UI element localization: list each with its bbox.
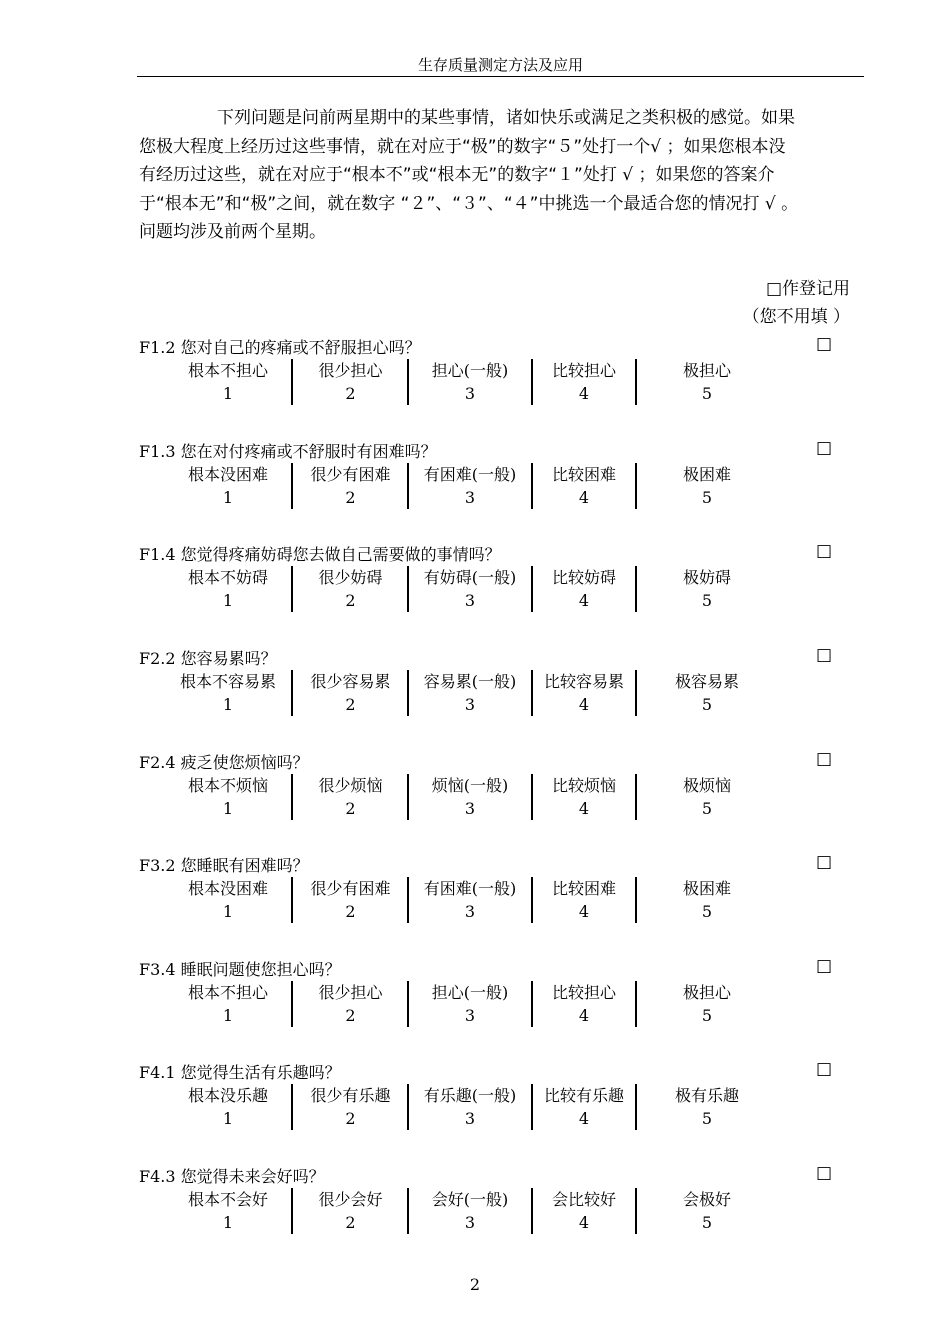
answer-option-number: 4 (578, 695, 590, 714)
answer-option-number: 5 (701, 1213, 713, 1232)
answer-option-label: 比较有乐趣 (543, 1086, 624, 1105)
answer-option-label: 很少烦恼 (318, 776, 383, 795)
answer-option-label: 比较容易累 (543, 672, 624, 691)
answer-option-number: 2 (345, 384, 356, 403)
option-divider (407, 463, 409, 509)
answer-option[interactable] (164, 877, 292, 923)
option-divider (531, 566, 533, 612)
answer-option-number: 4 (578, 384, 590, 403)
question-item (139, 439, 859, 519)
option-divider (635, 1188, 637, 1234)
option-divider (531, 359, 533, 405)
question-item (139, 335, 859, 415)
answer-option-number: 1 (222, 1213, 234, 1232)
registration-note (730, 275, 850, 331)
question-text: F1.4 您觉得疼痛妨碍您去做自己需要做的事情吗？ (139, 545, 501, 564)
answer-option-label: 极困难 (682, 879, 731, 898)
answer-option-number: 2 (345, 1213, 356, 1232)
answer-option-label: 很少容易累 (310, 672, 391, 691)
option-divider (407, 1084, 409, 1130)
answer-option[interactable] (164, 359, 292, 405)
answer-option[interactable] (294, 774, 407, 820)
answer-option-label: 根本不担心 (187, 983, 268, 1002)
answer-option[interactable] (637, 877, 777, 923)
answer-option-number: 2 (345, 488, 356, 507)
option-divider (531, 774, 533, 820)
question-text: F3.2 您睡眠有困难吗？ (139, 856, 309, 875)
option-divider (635, 774, 637, 820)
answer-option[interactable] (164, 670, 292, 716)
answer-option-label: 很少会好 (318, 1190, 383, 1209)
option-divider (531, 670, 533, 716)
option-divider (291, 981, 293, 1027)
answer-option-label: 比较妨碍 (551, 568, 616, 587)
answer-option[interactable] (164, 981, 292, 1027)
answer-option-label: 很少有困难 (310, 879, 391, 898)
answer-option-label: 有妨碍(一般) (423, 568, 517, 587)
answer-option[interactable] (409, 1084, 531, 1130)
answer-option-label: 根本不妨碍 (187, 568, 268, 587)
answer-option[interactable] (294, 1188, 407, 1234)
answer-option-label: 烦恼(一般) (431, 776, 509, 795)
answer-option-label: 极妨碍 (682, 568, 731, 587)
answer-option[interactable] (637, 1084, 777, 1130)
answer-option-number: 2 (345, 695, 356, 714)
answer-option-number: 3 (464, 1213, 476, 1232)
answer-option-number: 1 (222, 1006, 234, 1025)
answer-option[interactable] (409, 1188, 531, 1234)
answer-option[interactable] (409, 463, 531, 509)
option-divider (407, 670, 409, 716)
answer-option[interactable] (533, 877, 635, 923)
answer-option-number: 3 (464, 384, 476, 403)
answer-option-number: 5 (701, 384, 713, 403)
answer-option[interactable] (164, 1084, 292, 1130)
answer-option[interactable] (294, 981, 407, 1027)
answer-option-number: 3 (464, 695, 476, 714)
question-item (139, 1164, 859, 1244)
answer-option-label: 根本不容易累 (179, 672, 276, 691)
answer-option[interactable] (294, 1084, 407, 1130)
question-text: F1.3 您在对付疼痛或不舒服时有困难吗？ (139, 442, 437, 461)
registration-label: □作登记用 (765, 279, 850, 299)
question-text: F4.3 您觉得未来会好吗？ (139, 1167, 325, 1186)
registration-hint: （您不用填 ） (742, 307, 850, 327)
answer-option-number: 2 (345, 799, 356, 818)
option-divider (291, 463, 293, 509)
answer-option[interactable] (637, 463, 777, 509)
answer-option-number: 5 (701, 488, 713, 507)
answer-option-label: 根本不烦恼 (187, 776, 268, 795)
answer-option-number: 5 (701, 902, 713, 921)
answer-option-number: 4 (578, 799, 590, 818)
answer-option-label: 担心(一般) (431, 361, 509, 380)
option-divider (407, 877, 409, 923)
option-divider (531, 981, 533, 1027)
answer-option-label: 很少有乐趣 (310, 1086, 391, 1105)
page-number: 2 (469, 1275, 481, 1294)
answer-option-number: 3 (464, 591, 476, 610)
answer-option[interactable] (164, 774, 292, 820)
answer-option-number: 4 (578, 1109, 590, 1128)
option-divider (635, 359, 637, 405)
answer-option[interactable] (637, 566, 777, 612)
answer-option-number: 1 (222, 384, 234, 403)
instructions-paragraph (139, 104, 799, 247)
answer-option-label: 很少担心 (318, 361, 383, 380)
answer-option[interactable] (294, 670, 407, 716)
option-divider (531, 1084, 533, 1130)
answer-option[interactable] (533, 463, 635, 509)
answer-option-number: 4 (578, 1006, 590, 1025)
instructions-text: 下列问题是问前两星期中的某些事情，诸如快乐或满足之类积极的感觉。如果您极大程度上经历过这些事情，就在对应于“极”的数字“５”处打一个√ ；如果您根本没有经历过这些，就在对应于“根本不”或“根本无”的数字“１”处打 √ ；如果您的答案介于“根本无”和“极”之间，就在数字 “２”、“３”、“４”中挑选一个最适合您的情况打 √ 。问题均涉及前两个星期。 (139, 108, 799, 242)
answer-option-label: 很少担心 (318, 983, 383, 1002)
answer-option-label: 比较担心 (551, 361, 616, 380)
answer-option-number: 3 (464, 1006, 476, 1025)
question-item (139, 1060, 859, 1140)
option-divider (531, 877, 533, 923)
answer-option-number: 4 (578, 488, 590, 507)
registration-checkbox[interactable]: □ (816, 438, 833, 458)
registration-checkbox[interactable]: □ (816, 1163, 833, 1183)
question-item (139, 750, 859, 830)
registration-checkbox[interactable]: □ (816, 1059, 833, 1079)
answer-option-label: 担心(一般) (431, 983, 509, 1002)
answer-option-label: 根本没乐趣 (187, 1086, 268, 1105)
answer-option[interactable] (533, 566, 635, 612)
option-divider (407, 981, 409, 1027)
option-divider (407, 1188, 409, 1234)
answer-option-number: 5 (701, 591, 713, 610)
answer-option[interactable] (533, 359, 635, 405)
answer-option-label: 极容易累 (674, 672, 739, 691)
registration-checkbox[interactable]: □ (816, 956, 833, 976)
answer-option-number: 2 (345, 1006, 356, 1025)
answer-option-number: 1 (222, 695, 234, 714)
answer-option-label: 比较困难 (551, 465, 616, 484)
answer-option-number: 1 (222, 488, 234, 507)
option-divider (407, 566, 409, 612)
answer-option-number: 5 (701, 1109, 713, 1128)
answer-option-label: 根本没困难 (187, 879, 268, 898)
answer-option[interactable] (409, 359, 531, 405)
answer-option[interactable] (637, 670, 777, 716)
answer-option-number: 2 (345, 1109, 356, 1128)
option-divider (291, 774, 293, 820)
option-divider (635, 670, 637, 716)
answer-option-number: 5 (701, 1006, 713, 1025)
question-text: F2.4 疲乏使您烦恼吗？ (139, 753, 309, 772)
option-divider (531, 463, 533, 509)
answer-option-label: 极烦恼 (682, 776, 731, 795)
answer-option-label: 比较烦恼 (551, 776, 616, 795)
answer-option[interactable] (294, 359, 407, 405)
answer-option-label: 极担心 (682, 361, 731, 380)
answer-option-label: 极有乐趣 (674, 1086, 739, 1105)
option-divider (635, 1084, 637, 1130)
answer-option-number: 1 (222, 902, 234, 921)
answer-option[interactable] (409, 566, 531, 612)
answer-option-number: 5 (701, 695, 713, 714)
answer-option-label: 比较困难 (551, 879, 616, 898)
answer-option-number: 1 (222, 799, 234, 818)
answer-option-number: 3 (464, 902, 476, 921)
answer-option-number: 2 (345, 591, 356, 610)
registration-checkbox[interactable]: □ (816, 334, 833, 354)
option-divider (291, 359, 293, 405)
answer-option[interactable] (533, 1188, 635, 1234)
answer-option[interactable] (637, 981, 777, 1027)
answer-option[interactable] (533, 774, 635, 820)
answer-option[interactable] (294, 566, 407, 612)
answer-option-label: 会极好 (682, 1190, 731, 1209)
answer-option-label: 根本不担心 (187, 361, 268, 380)
answer-option[interactable] (409, 774, 531, 820)
answer-option[interactable] (164, 1188, 292, 1234)
answer-option[interactable] (294, 463, 407, 509)
option-divider (291, 877, 293, 923)
option-divider (635, 566, 637, 612)
answer-option[interactable] (294, 877, 407, 923)
option-divider (531, 1188, 533, 1234)
option-divider (635, 877, 637, 923)
answer-option-number: 4 (578, 1213, 590, 1232)
registration-checkbox[interactable]: □ (816, 749, 833, 769)
answer-option[interactable] (637, 774, 777, 820)
answer-option-number: 3 (464, 488, 476, 507)
answer-option[interactable] (533, 981, 635, 1027)
question-item (139, 646, 859, 726)
question-text: F3.4 睡眠问题使您担心吗？ (139, 960, 341, 979)
question-text: F2.2 您容易累吗？ (139, 649, 277, 668)
answer-option-number: 2 (345, 902, 356, 921)
answer-option[interactable] (533, 1084, 635, 1130)
answer-option-label: 容易累(一般) (423, 672, 517, 691)
answer-option-number: 4 (578, 902, 590, 921)
registration-checkbox[interactable]: □ (816, 852, 833, 872)
answer-option-label: 很少有困难 (310, 465, 391, 484)
option-divider (291, 670, 293, 716)
option-divider (635, 463, 637, 509)
answer-option-label: 有乐趣(一般) (423, 1086, 517, 1105)
answer-option[interactable] (409, 981, 531, 1027)
answer-option-label: 有困难(一般) (423, 465, 517, 484)
answer-option-label: 很少妨碍 (318, 568, 383, 587)
question-text: F1.2 您对自己的疼痛或不舒服担心吗？ (139, 338, 421, 357)
question-item (139, 957, 859, 1037)
answer-option[interactable] (164, 463, 292, 509)
answer-option-number: 1 (222, 1109, 234, 1128)
answer-option[interactable] (409, 670, 531, 716)
answer-option[interactable] (637, 359, 777, 405)
answer-option-number: 1 (222, 591, 234, 610)
answer-option-label: 极担心 (682, 983, 731, 1002)
option-divider (291, 566, 293, 612)
registration-checkbox[interactable]: □ (816, 541, 833, 561)
question-item (139, 853, 859, 933)
answer-option-label: 比较担心 (551, 983, 616, 1002)
option-divider (407, 774, 409, 820)
option-divider (635, 981, 637, 1027)
running-header: 生存质量测定方法及应用 (137, 54, 864, 77)
question-item (139, 542, 859, 622)
question-text: F4.1 您觉得生活有乐趣吗？ (139, 1063, 341, 1082)
option-divider (291, 1188, 293, 1234)
answer-option[interactable] (409, 877, 531, 923)
answer-option-number: 5 (701, 799, 713, 818)
answer-option[interactable] (164, 566, 292, 612)
answer-option-label: 极困难 (682, 465, 731, 484)
answer-option-number: 3 (464, 1109, 476, 1128)
answer-option[interactable] (533, 670, 635, 716)
registration-checkbox[interactable]: □ (816, 645, 833, 665)
answer-option-number: 3 (464, 799, 476, 818)
answer-option-label: 会好(一般) (431, 1190, 509, 1209)
answer-option[interactable] (637, 1188, 777, 1234)
option-divider (407, 359, 409, 405)
answer-option-number: 4 (578, 591, 590, 610)
answer-option-label: 根本没困难 (187, 465, 268, 484)
option-divider (291, 1084, 293, 1130)
answer-option-label: 会比较好 (551, 1190, 616, 1209)
answer-option-label: 根本不会好 (187, 1190, 268, 1209)
answer-option-label: 有困难(一般) (423, 879, 517, 898)
